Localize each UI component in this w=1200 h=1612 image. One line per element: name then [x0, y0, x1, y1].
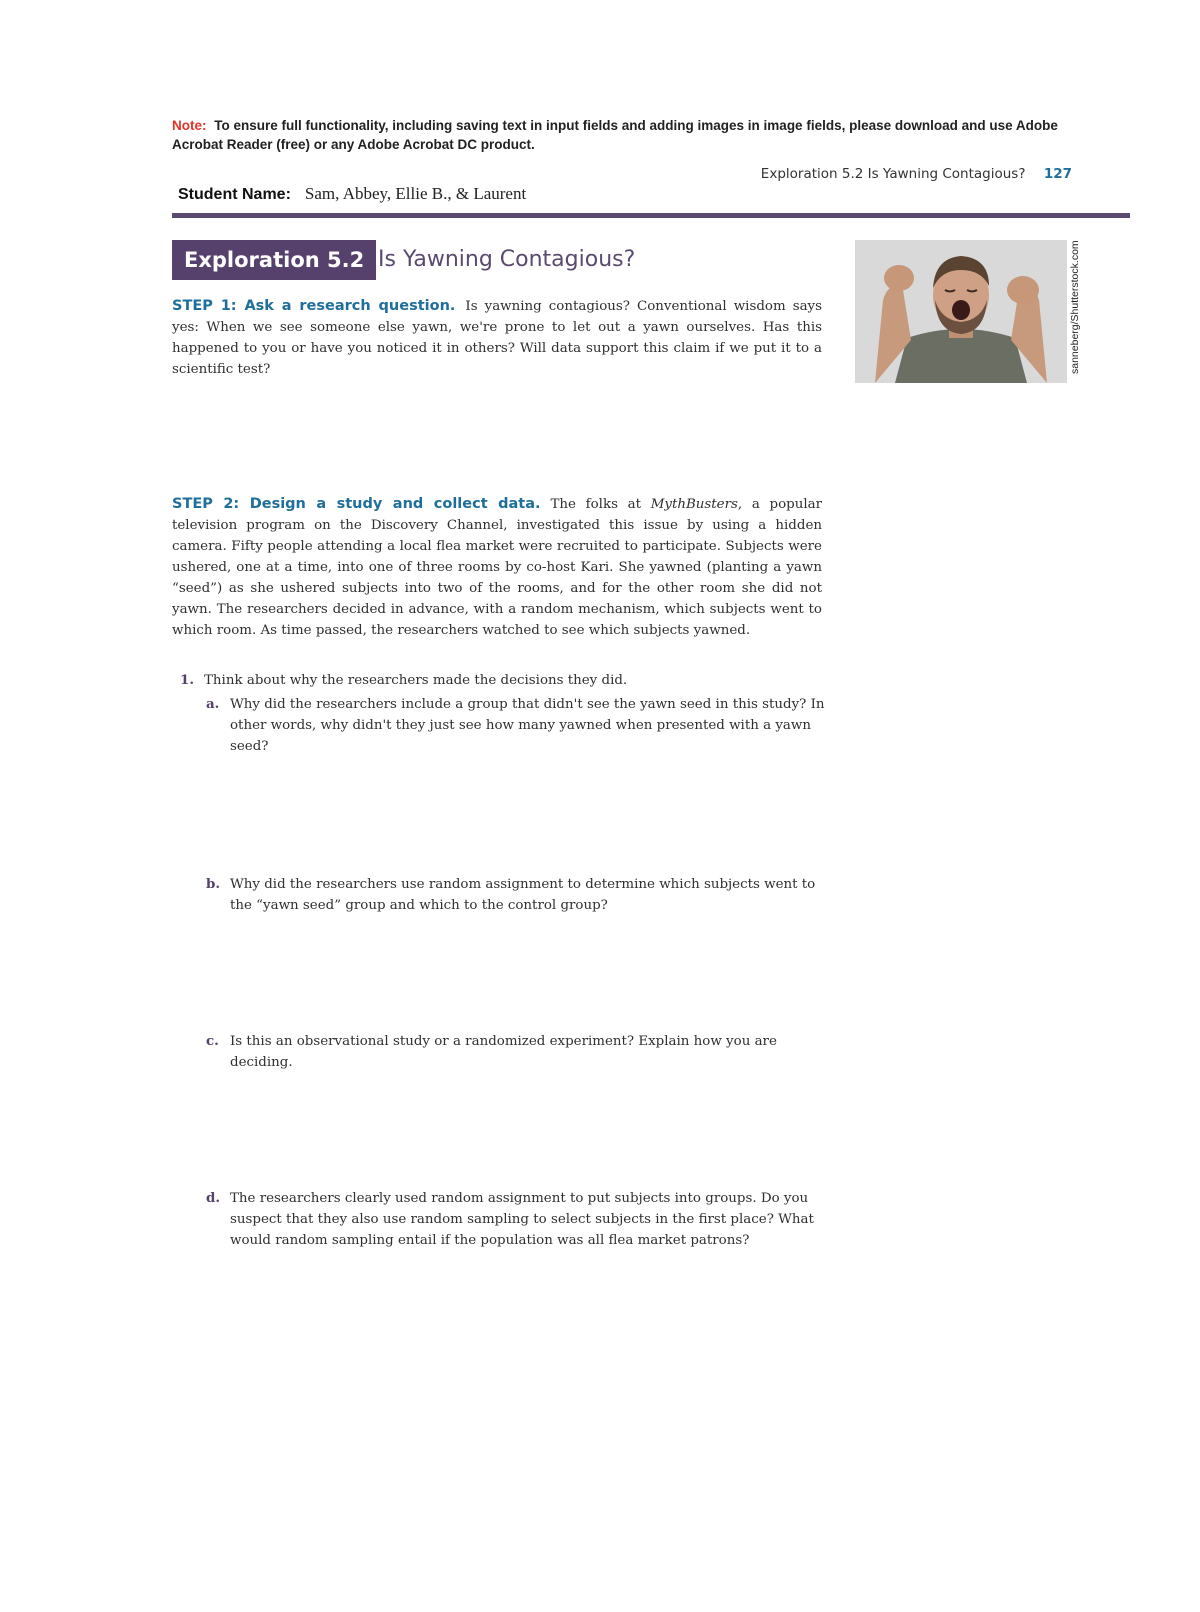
running-head [761, 166, 1072, 182]
question-1a-text: Why did the researchers include a group that didn't see the yawn seed in this study? In other words, why didn't they just see how many yawned when presented with a yawn seed? [230, 697, 825, 754]
step-2-heading: STEP 2: Design a study and collect data. [172, 496, 541, 512]
header-divider [172, 213, 1130, 218]
show-title: MythBusters [650, 497, 738, 512]
step-1-body: Is yawning contagious? Conventional wisdom says yes: When we see someone else yawn, we're prone to let out a yawn ourselves. Has this happened to you or have you noticed it in others? Will data support this claim if we put it to a scientific test? [172, 299, 822, 377]
question-1 [180, 670, 820, 691]
question-1c-letter: c. [206, 1033, 219, 1049]
question-1a [206, 694, 826, 757]
photo-credit: sanneberg/Shutterstock.com [1069, 240, 1081, 374]
page-number: 127 [1043, 166, 1072, 182]
yawning-man-illustration [855, 240, 1067, 383]
question-1d-text: The researchers clearly used random assignment to put subjects into groups. Do you suspect that they also use random sampling to select subjects in the first place? What would random sampling entail if the population was all flea market patrons? [230, 1191, 814, 1248]
student-name-label: Student Name: [178, 186, 291, 203]
step-1-heading: STEP 1: Ask a research question. [172, 298, 456, 314]
question-1-text: Think about why the researchers made the decisions they did. [204, 673, 628, 688]
question-1a-letter: a. [206, 696, 220, 712]
question-1c [206, 1031, 826, 1073]
student-name-field[interactable]: Sam, Abbey, Ellie B., & Laurent [304, 184, 527, 203]
exploration-title: Is Yawning Contagious? [378, 247, 636, 272]
student-name-row [178, 184, 526, 204]
step-1 [172, 296, 822, 380]
yawning-man-photo [855, 240, 1067, 383]
step-2-body-before: The folks at [550, 497, 651, 512]
step-2 [172, 494, 822, 641]
exploration-label: Exploration 5.2 [172, 240, 376, 280]
note-label: Note: [172, 118, 207, 133]
question-1b-text: Why did the researchers use random assignment to determine which subjects went to the “yawn seed” group and which to the control group? [230, 877, 816, 913]
step-2-body-after: , a popular television program on the Discovery Channel, investigated this issue by using a hidden camera. Fifty people attending a local flea market were recruited to participate. Subjects were ushered, one at a time, into one of three rooms by co-host Kari. She yawned (planting a yawn “seed”) as she ushered subjects into two of the rooms, and for the other room she did not yawn. The researchers decided in advance, with a random mechanism, which subjects went to which room. As time passed, the researchers watched to see which subjects yawned. [172, 497, 822, 638]
question-1c-text: Is this an observational study or a randomized experiment? Explain how you are deciding. [230, 1034, 777, 1070]
note-text: To ensure full functionality, including saving text in input fields and adding images in image fields, please download and use Adobe Acrobat Reader (free) or any Adobe Acrobat DC product. [172, 118, 1058, 152]
question-1d-letter: d. [206, 1190, 221, 1206]
question-1-number: 1. [180, 672, 194, 688]
acrobat-note [172, 116, 1072, 154]
running-head-title: Exploration 5.2 Is Yawning Contagious? [760, 166, 1026, 182]
question-1b-letter: b. [206, 876, 221, 892]
question-1d [206, 1188, 826, 1251]
question-1b [206, 874, 826, 916]
